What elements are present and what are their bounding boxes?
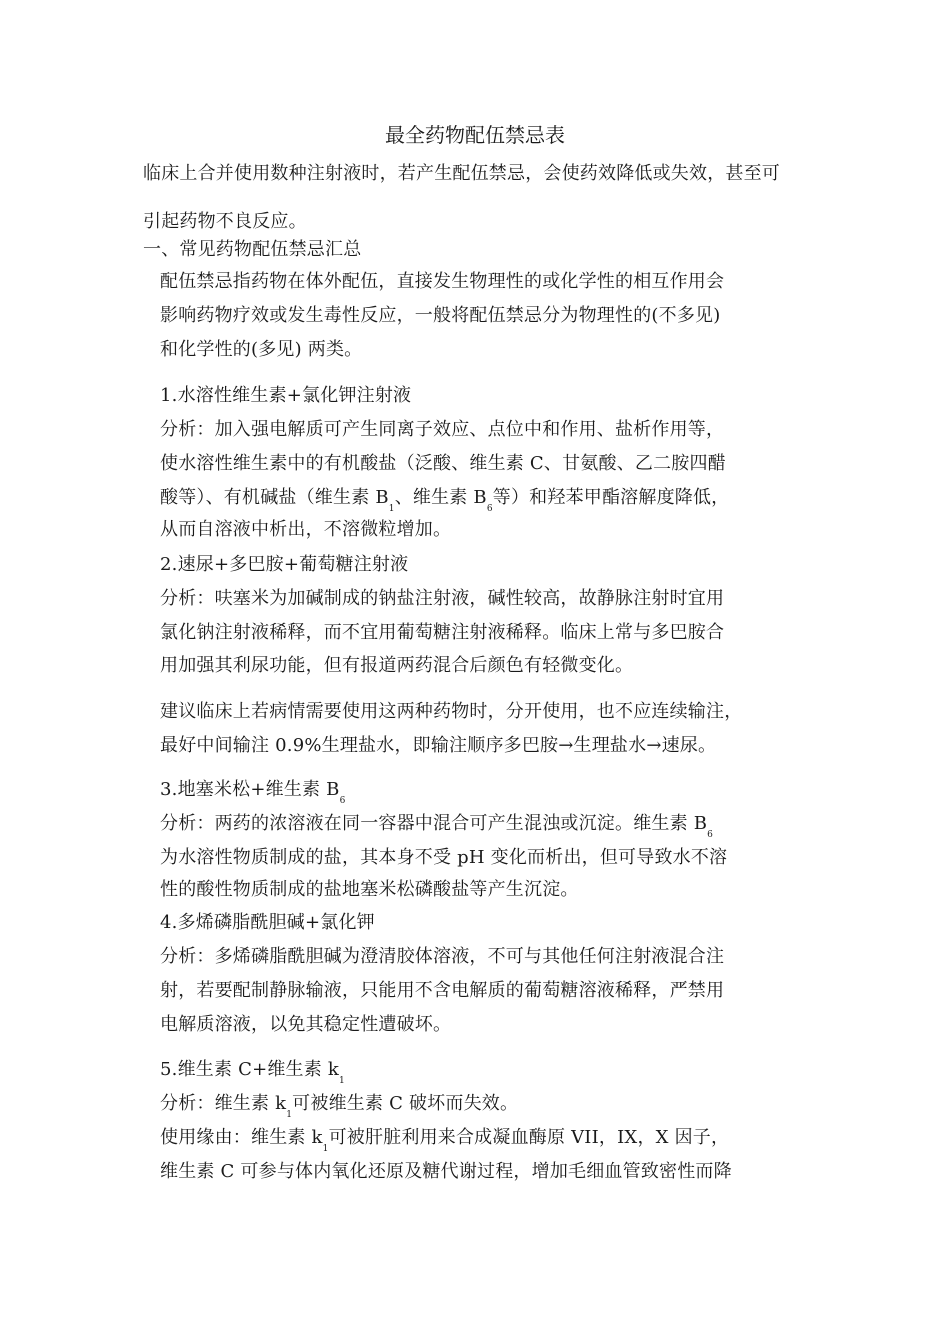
item5-heading-text: 5.维生素 C+维生素 k: [160, 1059, 339, 1080]
intro-line-2: 引起药物不良反应。: [143, 211, 307, 232]
item5-line-2-part-b: 可被肝脏利用来合成凝血酶原 VII，IX，X 因子，: [328, 1127, 730, 1148]
item4-line-3: 电解质溶液，以免其稳定性遭破坏。: [160, 1014, 452, 1035]
item1-line-3: [160, 486, 730, 514]
item3-line-1-text: 分析：两药的浓溶液在同一容器中混合可产生混浊或沉淀。维生素 B: [160, 813, 708, 834]
item2-line-3: 用加强其利尿功能，但有报道两药混合后颜色有轻微变化。: [160, 655, 634, 676]
item5-line-2-part-a: 使用缘由：维生素 k: [160, 1127, 323, 1148]
subscript: 1: [388, 504, 395, 514]
item1-heading: 1.水溶性维生素+氯化钾注射液: [160, 385, 412, 406]
item3-line-2: 为水溶性物质制成的盐，其本身不受 pH 变化而析出，但可导致水不溶: [160, 847, 728, 868]
item5-heading: [160, 1058, 345, 1086]
subscript: 6: [707, 830, 714, 840]
definition-line-1: 配伍禁忌指药物在体外配伍，直接发生物理性的或化学性的相互作用会: [160, 271, 725, 292]
item2-advice-line-2: 最好中间输注 0.9%生理盐水，即输注顺序多巴胺→生理盐水→速尿。: [160, 735, 717, 756]
subscript: 6: [486, 504, 493, 514]
item5-line-1: [160, 1092, 519, 1120]
item5-line-1-part-a: 分析：维生素 k: [160, 1093, 287, 1114]
item3-heading: [160, 778, 346, 806]
item3-line-1: [160, 812, 714, 840]
item2-heading: 2.速尿+多巴胺+葡萄糖注射液: [160, 554, 409, 575]
item4-heading: 4.多烯磷脂酰胆碱+氯化钾: [160, 912, 375, 933]
item4-line-1: 分析：多烯磷脂酰胆碱为澄清胶体溶液，不可与其他任何注射液混合注: [160, 946, 725, 967]
item5-line-3: 维生素 C 可参与体内氧化还原及糖代谢过程，增加毛细血管致密性而降: [160, 1161, 732, 1182]
definition-line-2: 影响药物疗效或发生毒性反应，一般将配伍禁忌分为物理性的(不多见): [160, 305, 721, 326]
item5-line-2: [160, 1126, 730, 1154]
item1-line-3-part-a: 酸等）、有机碱盐（维生素 B: [160, 487, 389, 508]
subscript: 1: [338, 1076, 345, 1086]
item1-line-3-part-c: 等）和羟苯甲酯溶解度降低，: [492, 487, 730, 508]
item1-line-1: 分析：加入强电解质可产生同离子效应、点位中和作用、盐析作用等，: [160, 419, 725, 440]
item3-heading-text: 3.地塞米松+维生素 B: [160, 779, 340, 800]
page-title: 最全药物配伍禁忌表: [385, 123, 565, 147]
item2-advice-line-1: 建议临床上若病情需要使用这两种药物时，分开使用，也不应连续输注，: [160, 701, 743, 722]
item1-line-3-part-b: 、维生素 B: [394, 487, 487, 508]
item1-line-2: 使水溶性维生素中的有机酸盐（泛酸、维生素 C、甘氨酸、乙二胺四醋: [160, 453, 726, 474]
subscript: 1: [322, 1144, 329, 1154]
intro-line-1: 临床上合并使用数种注射液时，若产生配伍禁忌，会使药效降低或失效，甚至可: [143, 163, 780, 184]
item3-line-3: 性的酸性物质制成的盐地塞米松磷酸盐等产生沉淀。: [160, 879, 579, 900]
item4-line-2: 射，若要配制静脉输液，只能用不含电解质的葡萄糖溶液稀释，严禁用: [160, 980, 725, 1001]
subscript: 1: [286, 1110, 293, 1120]
item2-line-1: 分析：呋塞米为加碱制成的钠盐注射液，碱性较高，故静脉注射时宜用: [160, 588, 725, 609]
definition-line-3: 和化学性的(多见) 两类。: [160, 339, 363, 360]
item1-line-4: 从而自溶液中析出，不溶微粒增加。: [160, 519, 452, 540]
item5-line-1-part-b: 可被维生素 C 破坏而失效。: [292, 1093, 519, 1114]
section-heading: 一、常见药物配伍禁忌汇总: [143, 239, 362, 260]
subscript: 6: [339, 796, 346, 806]
item2-line-2: 氯化钠注射液稀释，而不宜用葡萄糖注射液稀释。临床上常与多巴胺合: [160, 622, 725, 643]
